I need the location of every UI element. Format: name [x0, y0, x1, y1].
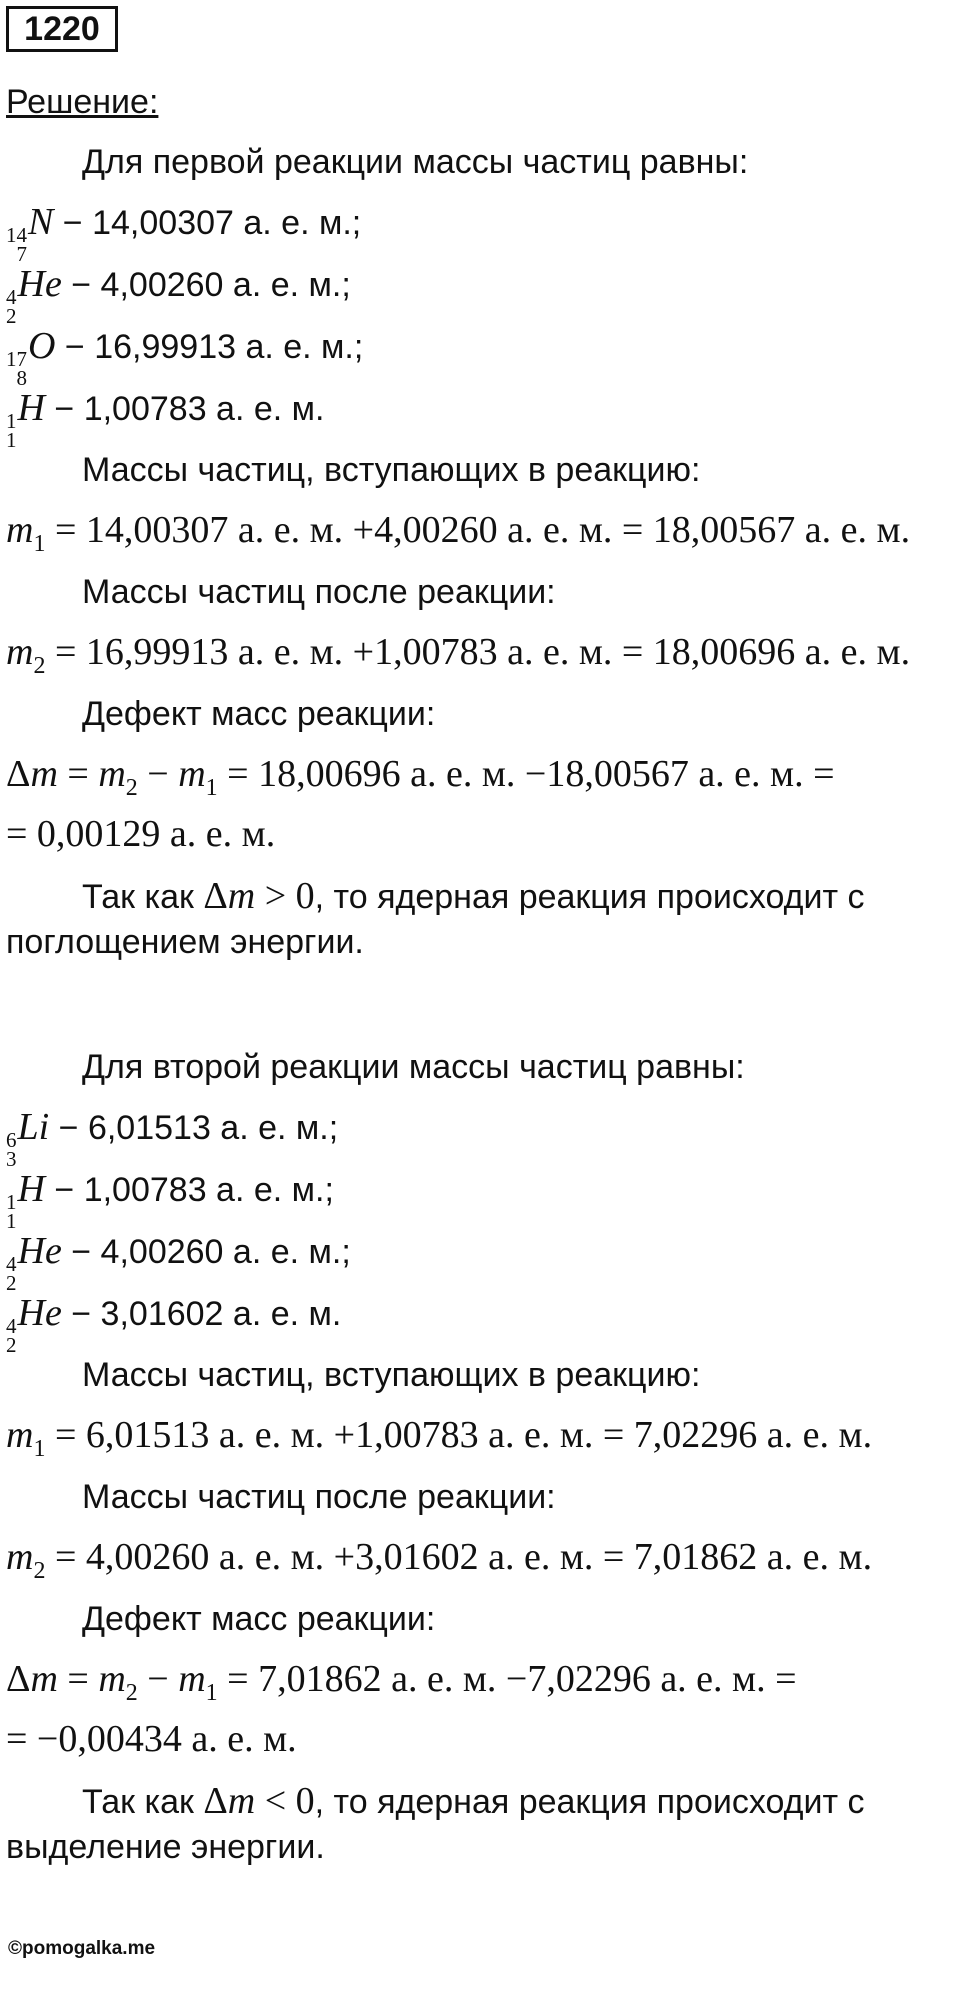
- r2-defect-equation: $\Delta m = m_2 - m_1 = 7,01862$ а. е. м. −7,02296 а. е. м. =: [6, 1658, 797, 1706]
- r2-conclusion-cont: выделение энергии.: [6, 1828, 325, 1866]
- isotope: 4 2 He: [6, 1292, 62, 1357]
- r1-particle-1: 14 7 N − 14,00307 а. е. м.;: [6, 201, 362, 266]
- r1-defect-result: = 0,00129 а. е. м.: [6, 813, 276, 855]
- r2-particle-2: 1 1 H − 1,00783 а. е. м.;: [6, 1168, 334, 1233]
- r1-intro: Для первой реакции массы частиц равны:: [82, 143, 749, 181]
- isotope: 1 1 H: [6, 1168, 45, 1233]
- r2-m2-equation: $m_2 = 4,00260$ а. е. м. +3,01602 а. е. м. = 7,01862 а. е. м.: [6, 1536, 873, 1584]
- isotope: 1 1 H: [6, 387, 45, 452]
- isotope: 4 2 He: [6, 1230, 62, 1295]
- isotope: 14 7 N: [6, 201, 54, 266]
- watermark: ©pomogalka.me: [8, 1938, 156, 1959]
- r2-before-label: Массы частиц, вступающих в реакцию:: [82, 1356, 701, 1394]
- r1-particle-2: 4 2 He − 4,00260 а. е. м.;: [6, 263, 351, 328]
- r2-intro: Для второй реакции массы частиц равны:: [82, 1048, 745, 1086]
- r1-m2-equation: $m_2 = 16,99913$ а. е. м. +1,00783 а. е. м. = 18,00696 а. е. м.: [6, 631, 911, 679]
- problem-number: 1220: [6, 6, 118, 52]
- r2-particle-1: 6 3 Li − 6,01513 а. е. м.;: [6, 1106, 339, 1171]
- isotope: 4 2 He: [6, 263, 62, 328]
- r2-defect-label: Дефект масс реакции:: [82, 1600, 436, 1638]
- solution-heading: Решение:: [6, 83, 159, 121]
- r2-m1-equation: $m_1 = 6,01513$ а. е. м. +1,00783 а. е. м. = 7,02296 а. е. м.: [6, 1414, 873, 1462]
- isotope: 6 3 Li: [6, 1106, 50, 1171]
- r2-conclusion: Так как Δm < 0, то ядерная реакция происходит с: [82, 1780, 865, 1822]
- r1-m1-equation: $m_1 = 14,00307$ а. е. м. +4,00260 а. е. м. = 18,00567 а. е. м.: [6, 509, 911, 557]
- r2-particle-3: 4 2 He − 4,00260 а. е. м.;: [6, 1230, 351, 1295]
- r2-defect-result: = −0,00434 а. е. м.: [6, 1718, 297, 1760]
- r1-particle-4: 1 1 H − 1,00783 а. е. м.: [6, 387, 325, 452]
- r2-particle-4: 4 2 He − 3,01602 а. е. м.: [6, 1292, 342, 1357]
- r1-defect-equation: $\Delta m = m_2 - m_1 = 18,00696$ а. е. м. −18,00567 а. е. м. =: [6, 753, 835, 801]
- isotope: 17 8 O: [6, 325, 56, 390]
- r1-conclusion-cont: поглощением энергии.: [6, 923, 364, 961]
- r1-after-label: Массы частиц после реакции:: [82, 573, 556, 611]
- r1-particle-3: 17 8 O − 16,99913 а. е. м.;: [6, 325, 364, 390]
- r1-conclusion: Так как Δm > 0, то ядерная реакция происходит с: [82, 875, 865, 917]
- r1-before-label: Массы частиц, вступающих в реакцию:: [82, 451, 701, 489]
- r1-defect-label: Дефект масс реакции:: [82, 695, 436, 733]
- r2-after-label: Массы частиц после реакции:: [82, 1478, 556, 1516]
